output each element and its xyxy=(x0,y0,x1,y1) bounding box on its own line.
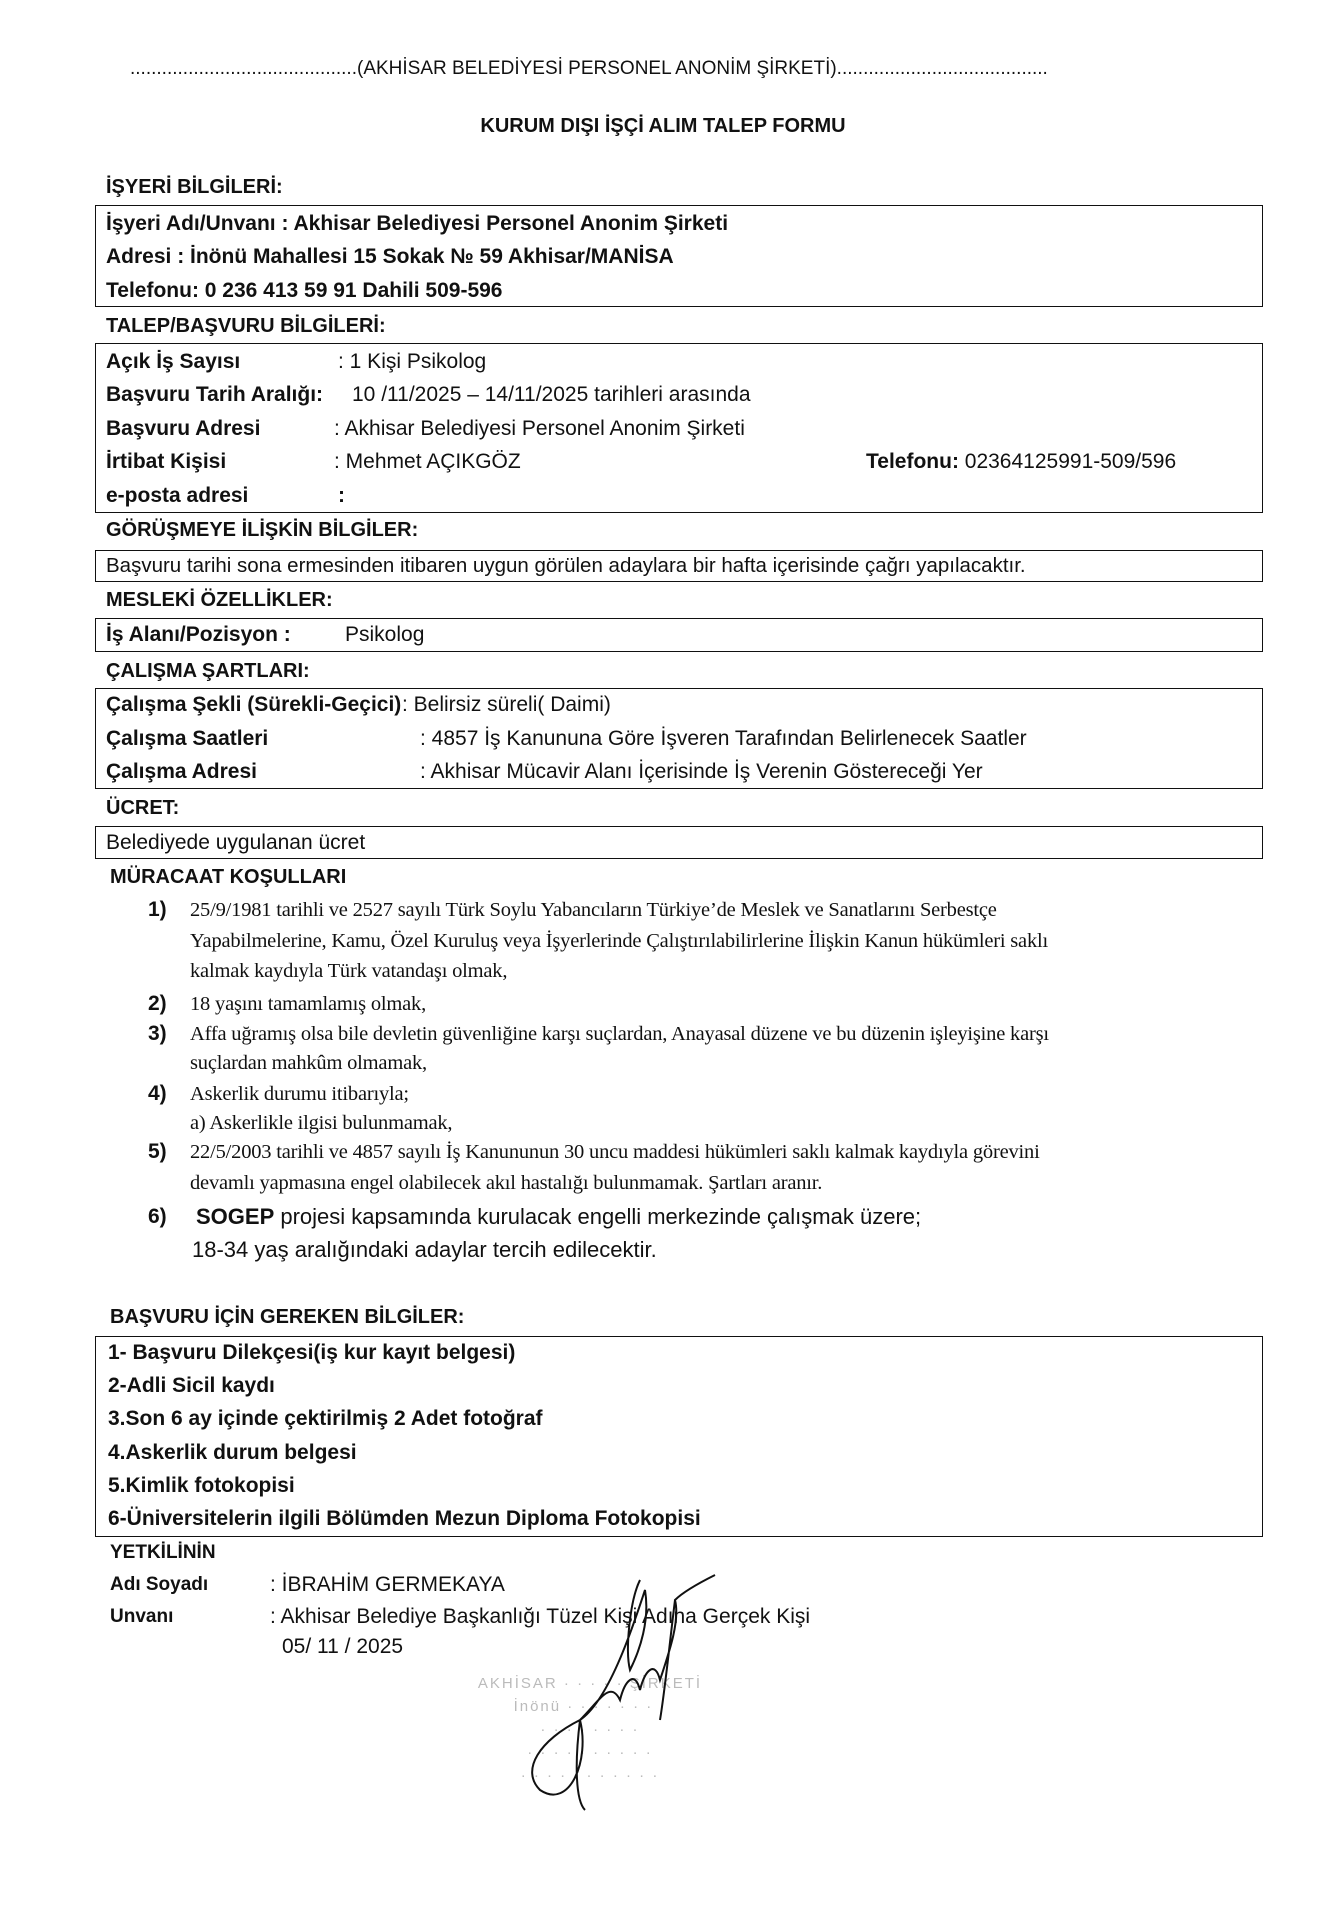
sign-date: 05/ 11 / 2025 xyxy=(282,1635,404,1658)
required-item: 3.Son 6 ay içinde çektirilmiş 2 Adet fotoğraf xyxy=(108,1407,543,1430)
gereken-heading: BAŞVURU İÇİN GEREKEN BİLGİLER: xyxy=(110,1306,465,1328)
item-number: 5) xyxy=(148,1140,167,1163)
row-label: Başvuru Adresi xyxy=(106,417,261,440)
row-label: Açık İş Sayısı xyxy=(106,350,241,373)
item-text xyxy=(196,1204,921,1230)
item-text: suçlardan mahkûm olmamak, xyxy=(190,1052,427,1074)
item-text: kalmak kaydıyla Türk vatandaşı olmak, xyxy=(190,960,508,982)
talep-heading: TALEP/BAŞVURU BİLGİLERİ: xyxy=(106,315,386,337)
required-item: 5.Kimlik fotokopisi xyxy=(108,1474,295,1497)
row-label: Başvuru Tarih Aralığı: xyxy=(106,383,324,406)
row-value: : xyxy=(338,484,345,507)
item-text: devamlı yapmasına engel olabilecek akıl hastalığı bulunmamak. Şartları aranır. xyxy=(190,1172,823,1194)
item-number: 3) xyxy=(148,1022,167,1045)
signature xyxy=(460,1560,730,1820)
row-label: Çalışma Adresi xyxy=(106,760,257,783)
isyeri-heading: İŞYERİ BİLGİLERİ: xyxy=(106,176,283,198)
contact-phone xyxy=(866,449,1176,475)
item-text: Affa uğramış olsa bile devletin güvenliğine karşı suçlardan, Anayasal düzene ve bu düzenin işleyişine karşı xyxy=(190,1023,1049,1045)
phone-value: 02364125991-509/596 xyxy=(958,450,1177,473)
item-text: 22/5/2003 tarihli ve 4857 sayılı İş Kanununun 30 uncu maddesi hükümleri saklı kalmak kaydıyla görevini xyxy=(190,1141,1040,1163)
row-value: 10 /11/2025 – 14/11/2025 tarihleri arasında xyxy=(352,383,751,406)
title-value: : Akhisar Belediye Başkanlığı Tüzel Kişi Adına Gerçek Kişi xyxy=(270,1605,811,1628)
company-line: ...........................................(AKHİSAR BELEDİYESİ PERSONEL ANONİM ŞİRKETİ)........................................ xyxy=(130,58,1048,79)
row-label: İrtibat Kişisi xyxy=(106,450,227,473)
item-text: Yapabilmelerine, Kamu, Özel Kuruluş veya İşyerlerinde Çalıştırılabilirlerine İlişkin Kanun hükümleri saklı xyxy=(190,930,1048,952)
row-value: : Mehmet AÇIKGÖZ xyxy=(334,450,521,473)
row-label: e-posta adresi xyxy=(106,484,249,507)
row-label: Çalışma Şekli (Sürekli-Geçici) xyxy=(106,693,402,716)
item-text: 18-34 yaş aralığındaki adaylar tercih edilecektir. xyxy=(192,1237,657,1262)
required-item: 1- Başvuru Dilekçesi(iş kur kayıt belgesi) xyxy=(108,1341,516,1364)
item-text: 25/9/1981 tarihli ve 2527 sayılı Türk Soylu Yabancıların Türkiye’de Meslek ve Sanatlarını Serbestçe xyxy=(190,899,997,921)
item-number: 2) xyxy=(148,992,167,1015)
company-stamp: AKHİSAR · · · · · ŞİRKETİ İnönü · · · · · · · · · · · · · · · · · · · · · · · · · · · · · · · · · · · · · xyxy=(477,1675,703,1784)
ucret-heading: ÜCRET: xyxy=(106,797,180,819)
item-number: 4) xyxy=(148,1082,167,1105)
pozisyon-value: Psikolog xyxy=(345,623,425,646)
phone-label: Telefonu: xyxy=(866,450,959,473)
name-label: Adı Soyadı xyxy=(110,1574,209,1595)
yetkili-heading: YETKİLİNİN xyxy=(110,1542,216,1563)
title-label: Unvanı xyxy=(110,1606,174,1627)
name-value: : İBRAHİM GERMEKAYA xyxy=(270,1573,505,1596)
calisma-heading: ÇALIŞMA ŞARTLARI: xyxy=(106,660,310,682)
row-value: : 4857 İş Kanununa Göre İşveren Tarafından Belirlenecek Saatler xyxy=(420,727,1027,750)
row-value: : 1 Kişi Psikolog xyxy=(338,350,487,373)
form-title: KURUM DIŞI İŞÇİ ALIM TALEP FORMU xyxy=(480,115,846,137)
pozisyon-label: İş Alanı/Pozisyon : xyxy=(106,623,291,646)
ucret-text: Belediyede uygulanan ücret xyxy=(106,831,366,854)
required-item: 4.Askerlik durum belgesi xyxy=(108,1441,357,1464)
gorusme-heading: GÖRÜŞMEYE İLİŞKİN BİLGİLER: xyxy=(106,519,419,541)
required-item: 6-Üniversitelerin ilgili Bölümden Mezun Diploma Fotokopisi xyxy=(108,1507,701,1530)
item-number: 6) xyxy=(148,1205,167,1228)
item-text: 18 yaşını tamamlamış olmak, xyxy=(190,993,427,1015)
item-number: 1) xyxy=(148,898,167,921)
gorusme-text: Başvuru tarihi sona ermesinden itibaren uygun görülen adaylara bir hafta içerisinde çağrı yapılacaktır. xyxy=(106,554,1026,577)
isyeri-name: İşyeri Adı/Unvanı : Akhisar Belediyesi Personel Anonim Şirketi xyxy=(106,212,729,235)
row-value: : Akhisar Mücavir Alanı İçerisinde İş Verenin Göstereceği Yer xyxy=(420,760,983,783)
isyeri-phone: Telefonu: 0 236 413 59 91 Dahili 509-596 xyxy=(106,279,503,302)
item-text-rest: projesi kapsamında kurulacak engelli merkezinde çalışmak üzere; xyxy=(274,1204,922,1229)
sogep-bold: SOGEP xyxy=(196,1204,275,1229)
row-value: : Belirsiz süreli( Daimi) xyxy=(402,693,611,716)
item-text: a) Askerlikle ilgisi bulunmamak, xyxy=(190,1112,453,1134)
meslek-heading: MESLEKİ ÖZELLİKLER: xyxy=(106,589,333,611)
muracaat-heading: MÜRACAAT KOŞULLARI xyxy=(110,866,347,888)
item-text: Askerlik durumu itibarıyla; xyxy=(190,1083,409,1105)
row-value: : Akhisar Belediyesi Personel Anonim Şirketi xyxy=(334,417,745,440)
row-label: Çalışma Saatleri xyxy=(106,727,269,750)
required-item: 2-Adli Sicil kaydı xyxy=(108,1374,275,1397)
isyeri-address: Adresi : İnönü Mahallesi 15 Sokak № 59 Akhisar/MANİSA xyxy=(106,245,674,268)
